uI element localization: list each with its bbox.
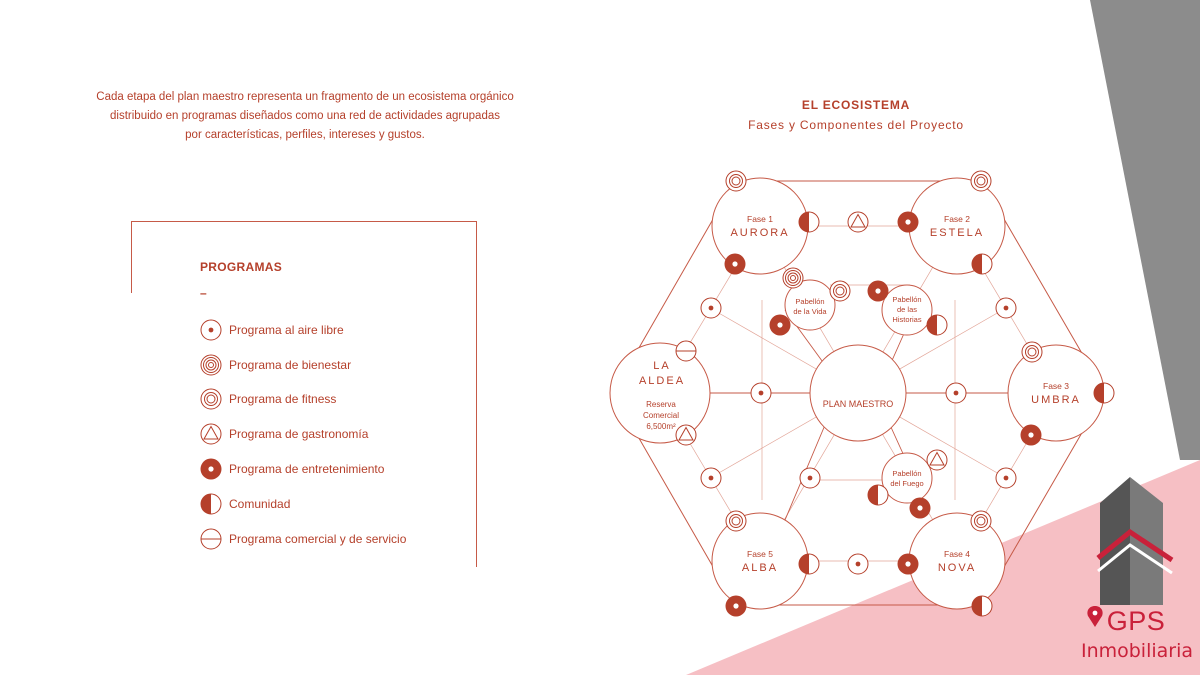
legend-label: Programa de bienestar	[229, 358, 352, 372]
phase-circle-umbra	[1008, 345, 1104, 441]
outdoor-icon	[701, 468, 721, 488]
community-icon	[868, 485, 888, 505]
phase-name: NOVA	[937, 562, 977, 574]
entertainment-icon	[726, 596, 747, 617]
community-icon	[1094, 383, 1114, 403]
community-icon	[799, 554, 819, 574]
phase-label: Fase 2	[944, 214, 970, 224]
phase-label: Fase 1	[747, 214, 773, 224]
phase-circle-nova	[909, 513, 1005, 609]
phase-circle-alba	[712, 513, 808, 609]
entertainment-icon	[770, 315, 791, 336]
community-icon	[972, 596, 992, 616]
outdoor-icon	[996, 298, 1016, 318]
intro-line: por características, perfiles, intereses y gustos.	[185, 129, 425, 141]
outdoor-icon	[800, 468, 820, 488]
aldea-label: LA	[653, 360, 671, 372]
legend-label: Programa comercial y de servicio	[229, 532, 407, 546]
reserve-label: 6,500m²	[646, 422, 676, 431]
phase-label: Fase 3	[1043, 381, 1069, 391]
pavilion-label: Historias	[892, 315, 922, 324]
community-icon	[972, 254, 992, 274]
pavilion-label: Pabellón	[892, 295, 922, 304]
legend-label: Programa de fitness	[229, 392, 337, 406]
community-icon	[799, 212, 819, 232]
aldea-label: ALDEA	[638, 375, 686, 387]
outdoor-icon	[751, 383, 771, 403]
fitness-icon	[726, 511, 746, 531]
diagram-title: EL ECOSISTEMA	[801, 98, 911, 112]
gps-logo-building-icon	[1087, 477, 1172, 627]
outdoor-icon	[848, 554, 868, 574]
brand-subtitle: Inmobiliaria	[1080, 640, 1194, 662]
plan-maestro-label: PLAN MAESTRO	[822, 399, 894, 409]
diagram-subtitle: Fases y Componentes del Proyecto	[748, 118, 964, 132]
pavilion-circle-fuego	[882, 453, 932, 503]
legend-label: Comunidad	[229, 497, 291, 511]
entertainment-icon	[898, 554, 919, 575]
gastronomy-icon	[848, 212, 868, 232]
legend-title: PROGRAMAS	[200, 260, 283, 274]
gastronomy-icon	[676, 425, 696, 445]
phase-name: AURORA	[730, 227, 790, 239]
pavilion-label: de las	[896, 305, 918, 314]
phase-name: UMBRA	[1031, 394, 1081, 406]
legend-label: Programa de gastronomía	[229, 427, 369, 441]
phase-name: ESTELA	[929, 227, 985, 239]
plan-maestro-circle	[810, 345, 906, 441]
fitness-icon	[1022, 342, 1042, 362]
gastronomy-icon	[927, 450, 947, 470]
fitness-icon	[830, 281, 850, 301]
fitness-icon	[971, 171, 991, 191]
phase-name: ALBA	[741, 562, 779, 574]
entertainment-icon	[868, 281, 889, 302]
outdoor-icon	[701, 298, 721, 318]
phase-label: Fase 4	[944, 549, 970, 559]
entertainment-icon	[898, 212, 919, 233]
community-icon	[927, 315, 947, 335]
entertainment-icon	[910, 498, 931, 519]
legend-label: Programa al aire libre	[229, 323, 344, 337]
pavilion-label: de la Vida	[793, 307, 827, 316]
legend-label: Programa de entretenimiento	[229, 462, 385, 476]
reserve-label: Reserva	[646, 400, 676, 409]
commercial-icon	[676, 341, 696, 361]
pavilion-label: Pabellón	[795, 297, 825, 306]
phase-label: Fase 5	[747, 549, 773, 559]
entertainment-icon	[725, 254, 746, 275]
outdoor-icon	[946, 383, 966, 403]
outdoor-icon	[996, 468, 1016, 488]
entertainment-icon	[1021, 425, 1042, 446]
pavilion-label: Pabellón	[892, 469, 922, 478]
wellness-icon	[783, 268, 803, 288]
legend-dash: –	[200, 286, 207, 300]
reserve-label: Comercial	[642, 411, 680, 420]
intro-line: Cada etapa del plan maestro representa un fragmento de un ecosistema orgánico	[96, 91, 514, 103]
pavilion-label: del Fuego	[890, 479, 924, 488]
brand-name: GPS	[1106, 606, 1166, 636]
intro-line: distribuido en programas diseñados como una red de actividades agrupadas	[110, 110, 500, 122]
fitness-icon	[971, 511, 991, 531]
fitness-icon	[726, 171, 746, 191]
